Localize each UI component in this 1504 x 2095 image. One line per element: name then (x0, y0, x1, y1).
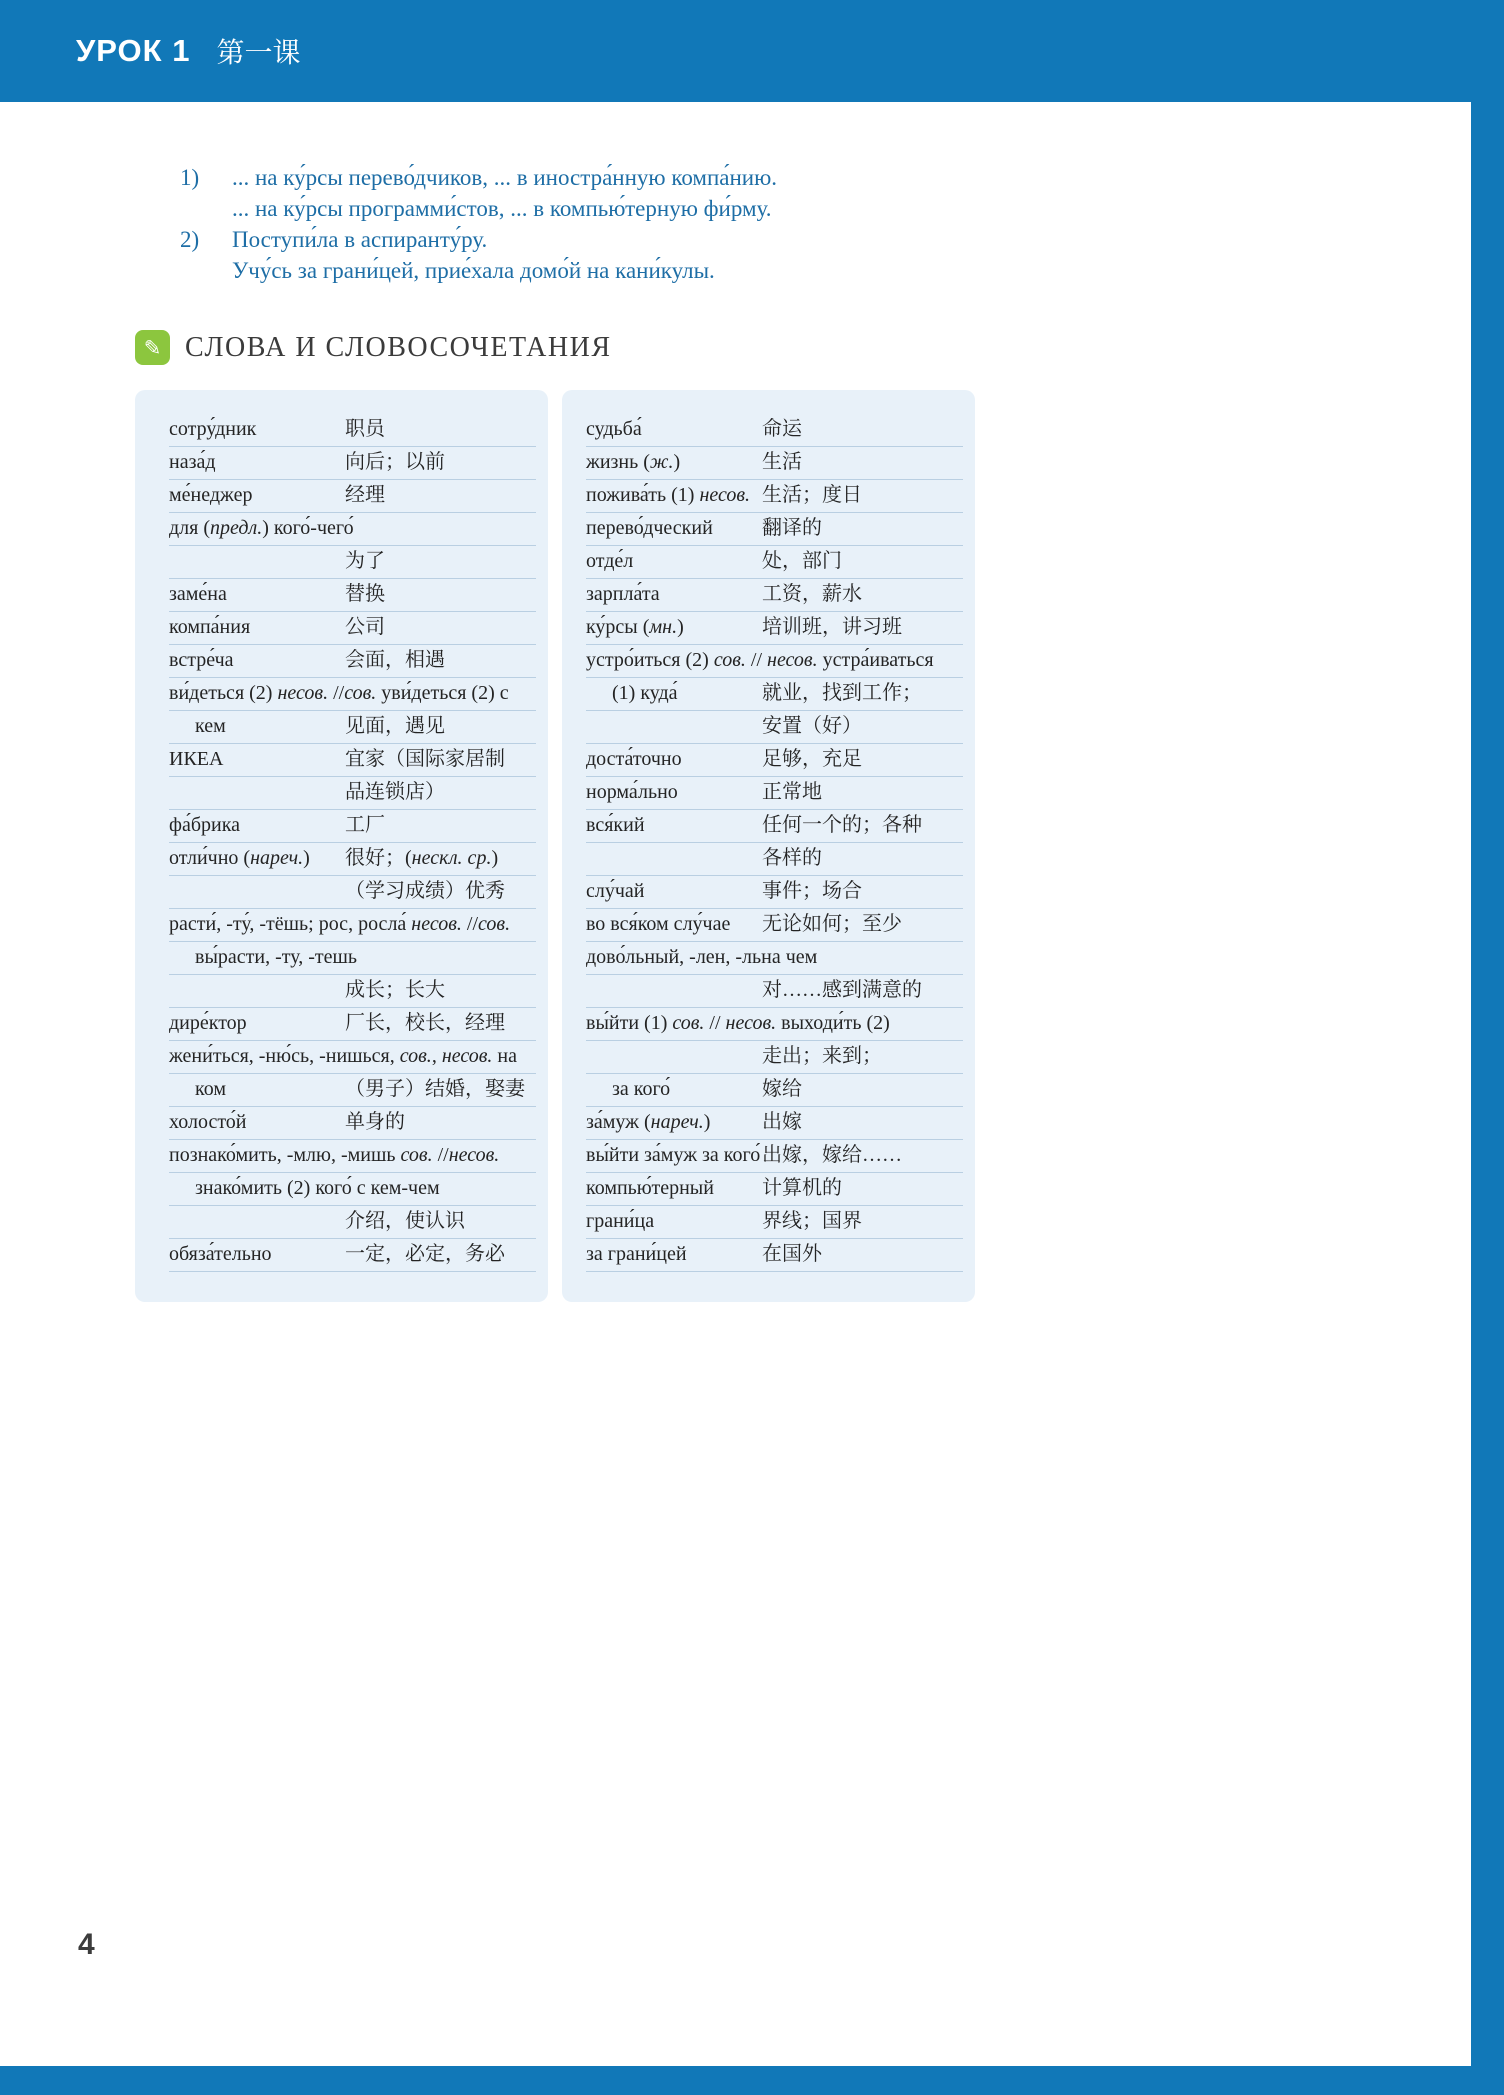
vocab-row (586, 1107, 963, 1140)
vocab-chinese: 出嫁 (762, 1111, 802, 1133)
vocab-russian: вы́йти за́муж за кого́ (586, 1144, 761, 1166)
vocab-row (586, 711, 963, 744)
vocab-row (169, 744, 536, 777)
vocab-row (586, 810, 963, 843)
vocab-chinese: 走出；来到； (762, 1045, 882, 1067)
vocab-chinese: 会面，相遇 (345, 649, 445, 671)
vocab-russian: встре́ча (169, 649, 234, 671)
vocab-row (169, 678, 536, 711)
vocab-chinese: 为了 (345, 550, 385, 572)
vocab-russian: жизнь (ж.) (586, 451, 681, 473)
vocab-row (169, 942, 536, 975)
vocab-chinese: 处，部门 (762, 550, 842, 572)
vocab-chinese: 生活 (762, 451, 802, 473)
answer-item (180, 224, 777, 286)
vocab-chinese: 工厂 (345, 814, 385, 836)
vocab-row (169, 1140, 536, 1173)
vocab-row (169, 975, 536, 1008)
vocab-chinese: 就业，找到工作； (762, 682, 922, 704)
answer-line: Учу́сь за грани́цей, прие́хала домо́й на кани́кулы. (232, 258, 715, 283)
vocab-row (169, 843, 536, 876)
vocab-russian: норма́льно (586, 781, 678, 803)
vocab-row (169, 1173, 536, 1206)
vocab-russian: за́муж (нареч.) (586, 1111, 711, 1133)
vocab-russian: ви́деться (2) несов. //сов. уви́деться (2) с (169, 682, 509, 704)
vocab-row (169, 1239, 536, 1272)
vocab-row (169, 1206, 536, 1239)
vocab-row (169, 909, 536, 942)
vocab-chinese: 正常地 (762, 781, 822, 803)
vocab-russian: пожива́ть (1) несов. (586, 484, 751, 506)
answer-line: ... на ку́рсы перево́дчиков, ... в иностра́нную компа́нию. (232, 165, 778, 190)
vocab-row (169, 1041, 536, 1074)
vocab-row (169, 711, 536, 744)
vocab-russian: вся́кий (586, 814, 645, 836)
section-title: СЛОВА И СЛОВОСОЧЕТАНИЯ (185, 331, 612, 363)
vocab-chinese: 各样的 (762, 847, 822, 869)
vocab-russian: познако́мить, -млю, -мишь сов. //несов. (169, 1144, 500, 1166)
vocab-russian: компью́терный (586, 1177, 714, 1199)
vocab-row (586, 1041, 963, 1074)
vocab-russian: ку́рсы (мн.) (586, 616, 684, 638)
vocab-chinese: 职员 (345, 418, 385, 440)
vocab-row (586, 513, 963, 546)
vocab-row (169, 810, 536, 843)
vocab-row (169, 1008, 536, 1041)
vocab-chinese: 单身的 (345, 1111, 405, 1133)
vocab-russian: отде́л (586, 550, 634, 572)
vocab-russian: вы́расти, -ту, -тешь (195, 946, 358, 968)
vocab-chinese: 介绍，使认识 (345, 1210, 465, 1232)
vocab-row (169, 414, 536, 447)
vocab-chinese: 厂长，校长，经理 (345, 1012, 505, 1034)
vocab-russian: знако́мить (2) кого́ с кем-чем (195, 1177, 440, 1199)
page-edge-strip (1471, 0, 1504, 2095)
vocab-chinese: （男子）结婚，娶妻 (345, 1078, 525, 1100)
vocab-row (169, 876, 536, 909)
vocab-chinese: 替换 (345, 583, 385, 605)
answer-item (180, 162, 777, 224)
vocab-russian: зарпла́та (586, 583, 660, 605)
vocab-russian: слу́чай (586, 880, 645, 902)
answer-line: Поступи́ла в аспиранту́ру. (232, 227, 488, 252)
vocab-row (586, 480, 963, 513)
vocab-row (586, 612, 963, 645)
answer-number: 2) (180, 227, 200, 252)
vocab-russian: сотру́дник (169, 418, 257, 440)
vocab-russian: за кого́ (612, 1078, 671, 1100)
vocab-russian: кем (195, 715, 226, 737)
vocab-russian: ком (195, 1078, 226, 1100)
vocab-row (586, 1074, 963, 1107)
vocab-russian: перево́дческий (586, 517, 713, 539)
vocab-chinese: 经理 (345, 484, 385, 506)
vocab-row (169, 579, 536, 612)
vocab-chinese: 见面，遇见 (345, 715, 445, 737)
answer-line: ... на ку́рсы программи́стов, ... в компью́терную фи́рму. (232, 196, 772, 221)
vocab-chinese: 无论如何；至少 (762, 913, 902, 935)
vocab-russian: ИКЕА (169, 748, 224, 770)
vocab-chinese: 一定，必定，务必 (345, 1243, 505, 1265)
vocab-row (169, 1107, 536, 1140)
vocab-chinese: 足够，充足 (762, 748, 862, 770)
vocab-row (586, 777, 963, 810)
vocab-russian: грани́ца (586, 1210, 655, 1232)
vocab-row (586, 1008, 963, 1041)
vocab-chinese: 宜家（国际家居制 (345, 748, 505, 770)
vocab-row (169, 645, 536, 678)
vocab-russian: заме́на (169, 583, 227, 605)
vocab-chinese: 计算机的 (762, 1177, 842, 1199)
vocab-chinese: 事件；场合 (762, 880, 862, 902)
section-heading (135, 330, 612, 365)
vocab-chinese: 成长；长大 (345, 979, 445, 1001)
vocab-row (169, 546, 536, 579)
vocab-russian: фа́брика (169, 814, 241, 836)
vocab-russian: для (предл.) кого́-чего́ (169, 517, 354, 539)
vocab-row (586, 678, 963, 711)
vocab-russian: ме́неджер (169, 484, 253, 506)
vocab-chinese: 命运 (762, 418, 802, 440)
vocab-russian: дово́льный, -лен, -льна чем (586, 946, 818, 968)
vocab-row (169, 480, 536, 513)
vocab-russian: доста́точно (586, 748, 682, 770)
vocab-russian: расти́, -ту́, -тёшь; рос, росла́ несов. //сов. (169, 913, 511, 935)
vocab-row (169, 513, 536, 546)
vocab-row (586, 1140, 963, 1173)
vocab-row (586, 1173, 963, 1206)
vocab-chinese: 界线；国界 (762, 1210, 862, 1232)
vocab-russian: за грани́цей (586, 1243, 687, 1265)
vocab-row (586, 645, 963, 678)
vocab-row (586, 1239, 963, 1272)
vocab-russian: вы́йти (1) сов. // несов. выходи́ть (2) (586, 1012, 890, 1034)
vocab-row (586, 744, 963, 777)
answers-list (180, 162, 777, 286)
vocab-russian: устро́иться (2) сов. // несов. устра́иваться (586, 649, 934, 671)
vocab-russian: компа́ния (169, 616, 251, 638)
vocab-row (586, 1206, 963, 1239)
vocab-row (586, 876, 963, 909)
vocab-chinese: 任何一个的；各种 (762, 814, 922, 836)
vocab-chinese: 工资，薪水 (762, 583, 862, 605)
vocab-row (169, 1074, 536, 1107)
vocab-chinese: 安置（好） (762, 715, 862, 737)
lesson-title-zh: 第一课 (216, 37, 301, 68)
vocab-row (586, 909, 963, 942)
vocab-chinese: 翻译的 (762, 517, 822, 539)
vocab-chinese: 公司 (345, 616, 385, 638)
vocab-chinese: 很好；(нескл. ср.) (345, 847, 499, 869)
vocab-chinese: 对……感到满意的 (762, 979, 922, 1001)
vocab-row (586, 843, 963, 876)
vocab-row (586, 942, 963, 975)
answer-number: 1) (180, 165, 200, 190)
vocab-russian: (1) куда́ (612, 682, 678, 704)
vocab-chinese: 培训班，讲习班 (762, 616, 902, 638)
page-number: 4 (78, 1928, 95, 1961)
vocab-col-right (562, 390, 975, 1302)
pencil-icon: ✎ (135, 330, 170, 365)
vocab-row (586, 579, 963, 612)
vocab-chinese: 在国外 (762, 1243, 822, 1265)
vocab-chinese: 出嫁，嫁给…… (762, 1144, 902, 1166)
vocab-row (586, 975, 963, 1008)
vocab-chinese: 品连锁店） (345, 781, 445, 803)
vocab-row (586, 447, 963, 480)
vocab-panel (135, 390, 975, 1302)
lesson-title: УРОК 1 (76, 33, 191, 68)
vocab-chinese: 向后；以前 (345, 451, 445, 473)
vocab-russian: отли́чно (нареч.) (169, 847, 310, 869)
vocab-col-left (135, 390, 548, 1302)
lesson-header (0, 0, 1504, 102)
vocab-russian: холосто́й (169, 1111, 247, 1133)
vocab-russian: во вся́ком слу́чае (586, 913, 731, 935)
vocab-chinese: 生活；度日 (762, 484, 862, 506)
vocab-russian: обяза́тельно (169, 1243, 272, 1265)
vocab-row (169, 612, 536, 645)
vocab-chinese: （学习成绩）优秀 (345, 880, 505, 902)
vocab-chinese: 嫁给 (762, 1078, 802, 1100)
vocab-row (169, 777, 536, 810)
vocab-row (169, 447, 536, 480)
vocab-russian: судьба́ (586, 418, 642, 440)
vocab-row (586, 414, 963, 447)
vocab-russian: наза́д (169, 451, 216, 473)
bottom-bar (0, 2066, 1504, 2095)
vocab-row (586, 546, 963, 579)
vocab-russian: жени́ться, -ню́сь, -нишься, сов., несов. на (169, 1045, 518, 1067)
vocab-russian: дире́ктор (169, 1012, 247, 1034)
